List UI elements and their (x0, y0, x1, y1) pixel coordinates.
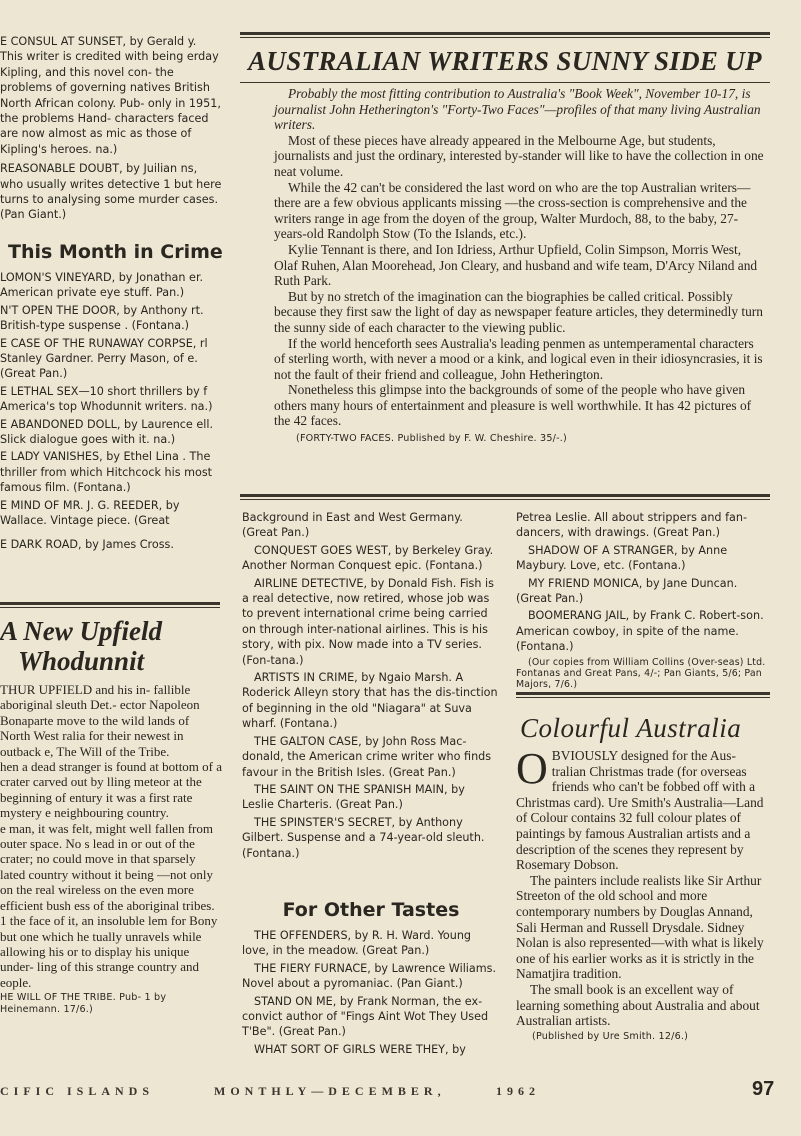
footer-publication-middle: MONTHLY—DECEMBER, (214, 1084, 446, 1098)
feature-paragraph-3: Kylie Tennant is there, and Ion Idriess, Arthur Upfield, Colin Simpson, Morris West, Olaf Ruhen, Alan Moorehead, Jon Cleary, and husband and wife team, D'Arcy Niland and Ruth Park. (274, 241, 758, 289)
upfield-paragraph-3: e man, it was felt, might well fallen from outer space. No s lead in or out of the crater; no could move in that sparsely lated country without it being —not only on the real wireless on the even more efficient bush ess of the aboriginal tribes. (0, 820, 215, 913)
colourful-dropcap: O (516, 744, 548, 793)
colourful-credit: (Published by Ure Smith. 12/6.) (532, 1030, 689, 1042)
footer-publication-left: CIFIC ISLANDS (0, 1084, 155, 1098)
feature-top-rule (240, 32, 770, 38)
page-footer (0, 1076, 801, 1106)
right-entry-1: Petrea Leslie. All about strippers and fan-dancers, with drawings. (Great Pan.) (516, 511, 748, 540)
upfield-paragraph-4: 1 the face of it, an insoluble lem for Bony but one which he tually unravels while allowing his or to display his unique under- ling of this strange country and eople. (0, 913, 218, 990)
page-number: 97 (752, 1078, 775, 1100)
tastes-entry-4: WHAT SORT OF GIRLS WERE THEY, by (254, 1042, 466, 1056)
tastes-entry-1: THE OFFENDERS, by R. H. Ward. Young love, in the meadow. (Great Pan.) (242, 929, 472, 958)
right-divider (516, 692, 770, 698)
crime-entry-5: E ABANDONED DOLL, by Laurence ell. Slick dialogue goes with it. na.) (0, 417, 214, 447)
middle-column (242, 510, 504, 1070)
middle-entry-3: AIRLINE DETECTIVE, by Donald Fish. Fish is a real detective, now retired, whose job was to prevent international crime being carried on through inter-national airlines. This is his story, with pix. Now made into a TV series. (Fon-tana.) (242, 576, 494, 667)
other-tastes-heading: For Other Tastes (282, 899, 460, 921)
right-column (516, 510, 772, 1070)
feature-intro: Probably the most fitting contribution to Australia's "Book Week", November 10-17, is journalist John Hetherington's "Forty-Two Faces"—profiles of that many living Australian writers. (274, 86, 761, 133)
middle-entry-5: THE GALTON CASE, by John Ross Mac-donald, the American crime writer who finds favour in the British Isles. (Great Pan.) (242, 734, 492, 779)
colourful-heading: Colourful Australia (520, 713, 742, 743)
book-entry-consul: E CONSUL AT SUNSET, by Gerald y. This writer is credited with being erday Kipling, and this novel con- the problems of governing natives British North African colony. Pub- only in 1951, the problems Hand- characters faced are now almost as mic as those of Kipling's heroes. na.) (0, 35, 221, 156)
feature-article (240, 30, 772, 502)
upfield-heading-line-1: A New Upfield (0, 616, 162, 646)
colourful-paragraph-1 (516, 744, 770, 873)
tastes-entry-3: STAND ON ME, by Frank Norman, the ex-convict author of "Fings Aint Wot They Used T'Be". (Great Pan.) (242, 994, 489, 1039)
tastes-entry-2: THE FIERY FURNACE, by Lawrence Wiliams. Novel about a pyromaniac. (Pan Giant.) (242, 961, 497, 991)
feature-title-rule (240, 82, 770, 83)
middle-entry-4: ARTISTS IN CRIME, by Ngaio Marsh. A Roderick Alleyn story that has the dis-tinction of beginning in the old "Niagara" at Suva wharf. (Fontana.) (242, 671, 498, 731)
crime-entry-2: N'T OPEN THE DOOR, by Anthony rt. British-type suspense . (Fontana.) (0, 303, 204, 333)
crime-entry-7: E MIND OF MR. J. G. REEDER, by Wallace. Vintage piece. (Great (0, 498, 180, 528)
right-entry-4: BOOMERANG JAIL, by Frank C. Robert-son. American cowboy, in spite of the name. (Fontana.) (516, 609, 764, 654)
colourful-paragraph-1-text: BVIOUSLY designed for the Aus-tralian Christmas trade (for overseas friends who can't be fobbed off with a Christmas card). Ure Smith's Australia—Land of Colour contains 32 full colour plates of paintings by famous Australian artists and a description of the scenes they represent by Rosemary Dobson. (516, 748, 764, 873)
book-entry-reasonable-doubt: REASONABLE DOUBT, by Juilian ns, who usually writes detective 1 but here turns to analysing some murder cases. (Pan Giant.) (0, 162, 222, 222)
middle-entry-6: THE SAINT ON THE SPANISH MAIN, by Leslie Charteris. (Great Pan.) (242, 782, 465, 812)
upfield-credit: HE WILL OF THE TRIBE. Pub- 1 by Heinemann. 17/6.) (0, 992, 167, 1016)
feature-paragraph-5: If the world henceforth sees Australia's leading penmen as untemperamental characters of sterling worth, with never a mood or a kink, and logical even in their idiosyncrasies, it is not the fault of their friend and colleague, John Hetherington. (274, 335, 763, 382)
feature-credit: (FORTY-TWO FACES. Published by F. W. Cheshire. 35/-.) (296, 433, 567, 445)
upfield-heading-line-2: Whodunnit (18, 646, 145, 676)
right-entry-2: SHADOW OF A STRANGER, by Anne Maybury. Love, etc. (Fontana.) (516, 543, 728, 573)
crime-entry-1: LOMON'S VINEYARD, by Jonathan er. American private eye stuff. Pan.) (0, 271, 204, 300)
feature-title: AUSTRALIAN WRITERS SUNNY SIDE UP (248, 46, 762, 76)
crime-entry-8: E DARK ROAD, by James Cross. (0, 537, 174, 551)
colourful-paragraph-2: The painters include realists like Sir Arthur Streeton of the old school and more contemporary numbers by Douglas Annand, Sali Herman and Russell Drysdale. Sidney Nolan is also represented—with what is likely one of his earlier works as it is strictly in the Namatjira tradition. (516, 872, 764, 982)
right-entry-3: MY FRIEND MONICA, by Jane Duncan. (Great Pan.) (516, 576, 738, 606)
middle-entry-1: Background in East and West Germany. (Great Pan.) (242, 511, 463, 540)
feature-paragraph-6: Nonetheless this glimpse into the backgrounds of some of the people who have given others many hours of entertainment and pleasure is well worthwhile. It has 42 pictures of the 42 faces. (274, 382, 752, 429)
feature-bottom-rule (240, 494, 770, 500)
left-divider (0, 602, 220, 608)
crime-entry-6: E LADY VANISHES, by Ethel Lina . The thriller from which Hitchcock his most famous film. (Fontana.) (0, 450, 213, 495)
upfield-heading (0, 616, 222, 676)
middle-entry-7: THE SPINSTER'S SECRET, by Anthony Gilbert. Suspense and a 74-year-old sleuth. (Fontana.) (242, 815, 485, 860)
footer-year: 1962 (496, 1084, 540, 1098)
upfield-paragraph-1: THUR UPFIELD and his in- fallible aboriginal sleuth Det.- ector Napoleon Bonaparte move to the wild lands of North West ralia for their newest in outback e, The Will of the Tribe. (0, 682, 200, 759)
crime-entry-3: E CASE OF THE RUNAWAY CORPSE, rl Stanley Gardner. Perry Mason, of e. (Great Pan.) (0, 336, 208, 381)
left-column (0, 34, 224, 1070)
colourful-paragraph-3: The small book is an excellent way of learning something about Australia and about Australian artists. (516, 981, 760, 1029)
crime-entry-4: E LETHAL SEX—10 short thrillers by f America's top Whodunnit writers. na.) (0, 384, 213, 414)
middle-entry-2: CONQUEST GOES WEST, by Berkeley Gray. Another Norman Conquest epic. (Fontana.) (242, 543, 494, 573)
upfield-paragraph-2: hen a dead stranger is found at bottom of a crater carved out by lling meteor at the beginning of entury it was a first rate mystery e neighbouring country. (0, 759, 223, 821)
copies-credit: (Our copies from William Collins (Over-seas) Ltd. Fontanas and Great Pans, 4/-; Pan Giants, 5/6; Pan Majors, 7/6.) (516, 656, 766, 691)
feature-paragraph-4: But by no stretch of the imagination can the biographies be called critical. Possibly because they first saw the light of day as newspaper feature articles, they determinedly turn the sunny side of each character to the viewing public. (274, 288, 763, 335)
feature-paragraph-1: Most of these pieces have already appeared in the Melbourne Age, but students, journalists and just the ordinary, interested by-stander will like to have the collection in one neat volume. (274, 132, 764, 179)
crime-heading: This Month in Crime (8, 241, 223, 263)
feature-paragraph-2: While the 42 can't be considered the last word on who are the top Australian writers—there are a few obvious applicants missing —the cross-section is comprehensive and the writers range in age from the doyen of the group, Walter Murdoch, 88, to the baby, 27-years-old Randolph Stow (To the Islands, etc.). (274, 179, 751, 242)
